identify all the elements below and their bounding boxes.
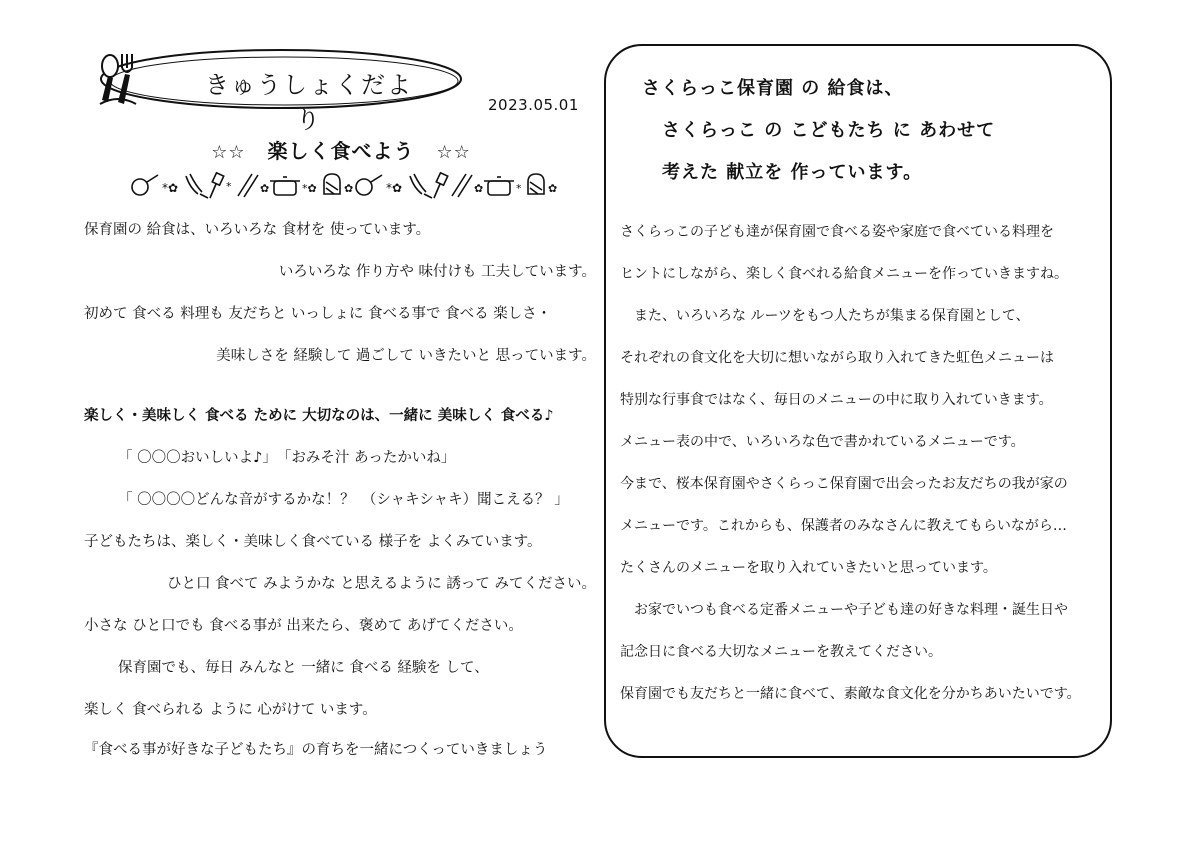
info-box	[604, 44, 1112, 758]
title-banner	[86, 46, 464, 134]
text-line: それぞれの食文化を大切に想いながら取り入れてきた虹色メニューは	[620, 350, 1054, 366]
svg-text:*: *	[516, 182, 522, 195]
text-line: 楽しく・美味しく 食べる ために 大切なのは、一緒に 美味しく 食べる♪	[84, 408, 554, 424]
text-line: 楽しく 食べられる ように 心がけて います。	[84, 702, 377, 718]
text-line: 美味しさを 経験して 過ごして いきたいと 思っています。	[216, 348, 596, 364]
box-heading-line: さくらっこ保育園 の 給食は、	[642, 78, 904, 99]
newsletter-title: きゅうしょくだより	[205, 71, 413, 134]
text-line: 保育園でも友だちと一緒に食べて、素敵な食文化を分かちあいたいです。	[620, 686, 1081, 702]
box-heading-line: さくらっこ の こどもたち に あわせて	[662, 120, 996, 141]
text-line: 記念日に食べる大切なメニューを教えてください。	[620, 644, 942, 660]
fork-spoon-icon	[88, 48, 148, 110]
text-line: 『食べる事が好きな子どもたち』の育ちを一緒につくっていきましょう	[84, 742, 548, 758]
text-line: ひと口 食べて みようかな と思えるように 誘って みてください。	[166, 576, 596, 592]
text-line: また、いろいろな ルーツをもつ人たちが集まる保育園として、	[620, 308, 1030, 324]
section-heading	[86, 135, 596, 164]
svg-text:✿: ✿	[548, 182, 558, 195]
heading-text: 楽しく食べよう	[267, 139, 415, 163]
svg-text:✿: ✿	[344, 182, 354, 195]
text-line: 小さな ひと口でも 食べる事が 出来たら、褒めて あげてください。	[84, 618, 523, 634]
issue-date: 2023.05.01	[488, 96, 579, 114]
text-line: メニューです。これからも、保護者のみなさんに教えてもらいながら…	[620, 518, 1067, 534]
kitchen-utensils-border	[128, 170, 560, 200]
box-heading-line: 考えた 献立を 作っています。	[662, 162, 923, 183]
text-line: ヒントにしながら、楽しく食べれる給食メニューを作っていきますね。	[620, 266, 1068, 282]
text-line: いろいろな 作り方や 味付けも 工夫しています。	[278, 264, 596, 280]
svg-text:*✿: *✿	[386, 181, 403, 195]
svg-text:*: *	[226, 180, 232, 193]
text-line: さくらっこの子ども達が保育園で食べる姿や家庭で食べている料理を	[620, 224, 1054, 240]
star-decoration-right: ☆☆	[436, 142, 471, 163]
text-line: 保育園でも、毎日 みんなと 一緒に 食べる 経験を して、	[118, 660, 489, 676]
text-line: 初めて 食べる 料理も 友だちと いっしょに 食べる事で 食べる 楽しさ・	[84, 306, 552, 322]
text-line: 今まで、桜本保育園やさくらっこ保育園で出会ったお友だちの我が家の	[620, 476, 1068, 492]
star-decoration-left: ☆☆	[211, 142, 246, 163]
text-line: たくさんのメニューを取り入れていきたいと思っています。	[620, 560, 997, 576]
text-line: 子どもたちは、楽しく・美味しく食べている 様子を よくみています。	[84, 534, 542, 550]
svg-text:*✿: *✿	[162, 181, 179, 195]
text-line: メニュー表の中で、いろいろな色で書かれているメニューです。	[620, 434, 1025, 450]
text-line: 「 〇〇〇〇どんな音がするかな！？ （シャキシャキ）聞こえる？ 」	[118, 492, 569, 508]
text-line: 保育園の 給食は、いろいろな 食材を 使っています。	[84, 222, 431, 238]
svg-text:✿: ✿	[474, 182, 484, 195]
svg-text:*✿: *✿	[302, 182, 317, 195]
text-line: お家でいつも食べる定番メニューや子ども達の好きな料理・誕生日や	[620, 602, 1068, 618]
svg-text:✿: ✿	[260, 182, 270, 195]
text-line: 特別な行事食ではなく、毎日のメニューの中に取り入れていきます。	[620, 392, 1053, 408]
text-line: 「 〇〇〇おいしいよ♪」 「おみそ汁 あったかいね」	[118, 450, 456, 466]
